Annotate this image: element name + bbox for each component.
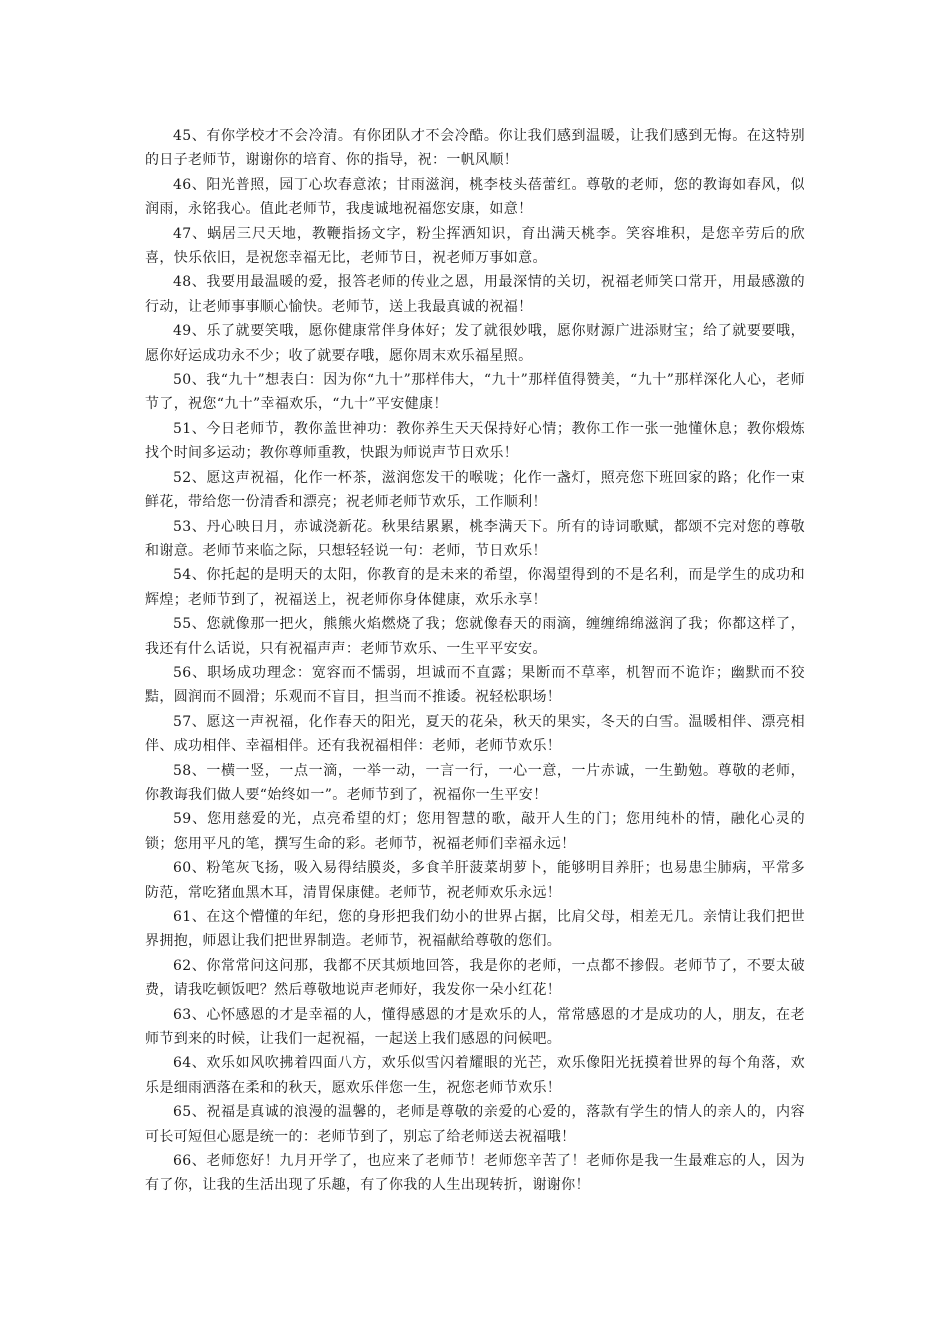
paragraph: 52、愿这声祝福，化作一杯茶，滋润您发干的喉咙；化作一盏灯，照亮您下班回家的路；化作一束鲜花，带给您一份清香和漂亮；祝老师老师节欢乐，工作顺利！: [145, 469, 805, 511]
paragraph: 61、在这个懵懂的年纪，您的身形把我们幼小的世界占据，比肩父母，相差无几。亲情让我们把世界拥抱，师恩让我们把世界制造。老师节，祝福献给尊敬的您们。: [145, 909, 805, 950]
paragraph: 62、你常常问这问那，我都不厌其烦地回答，我是你的老师，一点都不掺假。老师节了，不要太破费，请我吃顿饭吧？然后尊敬地说声老师好，我发你一朵小红花！: [145, 957, 805, 999]
paragraph: 59、您用慈爱的光，点亮希望的灯；您用智慧的歌，敲开人生的门；您用纯朴的情，融化心灵的锁；您用平凡的笔，撰写生命的彩。老师节，祝福老师们幸福永远！: [145, 811, 805, 852]
paragraph: 64、欢乐如风吹拂着四面八方，欢乐似雪闪着耀眼的光芒，欢乐像阳光抚摸着世界的每个角落，欢乐是细雨洒落在柔和的秋天，愿欢乐伴您一生，祝您老师节欢乐！: [145, 1055, 805, 1096]
paragraph: 65、祝福是真诚的浪漫的温馨的，老师是尊敬的亲爱的心爱的，落款有学生的情人的亲人的，内容可长可短但心愿是统一的：老师节到了，别忘了给老师送去祝福哦！: [145, 1104, 805, 1145]
paragraph: 50、我“九十”想表白：因为你“九十”那样伟大，“九十”那样值得赞美，“九十”那样深化人心，老师节了，祝您“九十”幸福欢乐，“九十”平安健康！: [145, 372, 805, 413]
paragraph: 45、有你学校才不会冷清。有你团队才不会冷酷。你让我们感到温暖，让我们感到无悔。在这特别的日子老师节，谢谢你的培育、你的指导，祝：一帆风顺！: [145, 128, 805, 169]
paragraph: 54、你托起的是明天的太阳，你教育的是未来的希望，你渴望得到的不是名利，而是学生的成功和辉煌；老师节到了，祝福送上，祝老师你身体健康，欢乐永享！: [145, 567, 805, 608]
paragraph: 57、愿这一声祝福，化作春天的阳光，夏天的花朵，秋天的果实，冬天的白雪。温暖相伴、漂亮相伴、成功相伴、幸福相伴。还有我祝福相伴：老师，老师节欢乐！: [145, 713, 805, 755]
paragraph: 56、职场成功理念：宽容而不懦弱，坦诚而不直露；果断而不草率，机智而不诡诈；幽默而不狡黠，圆润而不圆滑；乐观而不盲目，担当而不推诿。祝轻松职场！: [145, 664, 805, 706]
paragraph: 58、一横一竖，一点一滴，一举一动，一言一行，一心一意，一片赤诚，一生勤勉。尊敬的老师，你教诲我们做人要“始终如一”。老师节到了，祝福你一生平安！: [145, 762, 805, 803]
paragraph: 55、您就像那一把火，熊熊火焰燃烧了我；您就像春天的雨滴，缠缠绵绵滋润了我；你都这样了，我还有什么话说，只有祝福声声：老师节欢乐、一生平平安安。: [145, 616, 805, 657]
document-body: [145, 124, 805, 1198]
paragraph: 46、阳光普照，园丁心坎春意浓；甘雨滋润，桃李枝头蓓蕾红。尊敬的老师，您的教诲如春风，似润雨，永铭我心。值此老师节，我虔诚地祝福您安康，如意！: [145, 176, 805, 218]
paragraph: 51、今日老师节，教你盖世神功：教你养生天天保持好心情；教你工作一张一弛懂休息；教你煅炼找个时间多运动；教你尊师重教，快跟为师说声节日欢乐！: [145, 420, 805, 462]
paragraph: 48、我要用最温暖的爱，报答老师的传业之恩，用最深情的关切，祝福老师笑口常开，用最感激的行动，让老师事事顺心愉快。老师节，送上我最真诚的祝福！: [145, 274, 805, 315]
paragraph: 49、乐了就要笑哦，愿你健康常伴身体好；发了就很妙哦，愿你财源广进添财宝；给了就要要哦，愿你好运成功永不少；收了就要存哦，愿你周末欢乐福星照。: [145, 323, 805, 364]
paragraph: 63、心怀感恩的才是幸福的人，懂得感恩的才是欢乐的人，常常感恩的才是成功的人，朋友，在老师节到来的时候，让我们一起祝福，一起送上我们感恩的问候吧。: [145, 1006, 805, 1048]
paragraph: 53、丹心映日月，赤诚浇新花。秋果结累累，桃李满天下。所有的诗词歌赋，都颂不完对您的尊敬和谢意。老师节来临之际，只想轻轻说一句：老师，节日欢乐！: [145, 518, 805, 559]
paragraph: 60、粉笔灰飞扬，吸入易得结膜炎，多食羊肝菠菜胡萝卜，能够明目养肝；也易患尘肺病，平常多防范，常吃猪血黑木耳，清胃保康健。老师节，祝老师欢乐永远！: [145, 860, 805, 901]
paragraph: 66、老师您好！九月开学了，也应来了老师节！老师您辛苦了！老师你是我一生最难忘的人，因为有了你，让我的生活出现了乐趣，有了你我的人生出现转折，谢谢你！: [145, 1153, 805, 1194]
paragraph: 47、蜗居三尺天地，教鞭指扬文字，粉尘挥洒知识，育出满天桃李。笑容堆积，是您辛劳后的欣喜，快乐依旧，是祝您幸福无比，老师节日，祝老师万事如意。: [145, 225, 805, 267]
